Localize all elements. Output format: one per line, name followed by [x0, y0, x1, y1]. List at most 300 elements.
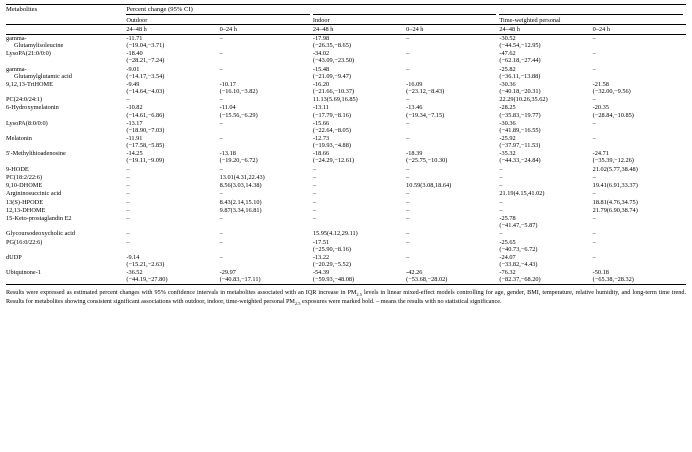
value-cell: [220, 104, 313, 119]
confidence-interval: (−19.04,−3.71): [126, 42, 165, 50]
value-cell: [313, 238, 406, 253]
confidence-interval: (−17.79,−8.16): [312, 111, 351, 119]
estimate-value: -16.20: [312, 80, 330, 88]
metabolite-name: [6, 34, 126, 50]
value-cell: [406, 65, 499, 80]
no-significance-dash: –: [219, 165, 223, 173]
value-cell: [593, 190, 686, 198]
no-significance-dash: –: [126, 206, 130, 214]
no-significance-dash: –: [312, 182, 317, 190]
no-significance-dash: –: [592, 65, 596, 73]
value-cell: [406, 198, 499, 206]
estimate-value: -11.91: [126, 135, 143, 143]
value-cell: [220, 150, 313, 165]
metabolite-name: PG(16:0/22:6): [6, 238, 43, 246]
estimate-value: -11.04: [219, 104, 236, 112]
confidence-interval: (−28.84,−10.85): [592, 111, 634, 119]
confidence-interval: (−15.21,−2.63): [126, 260, 165, 268]
no-significance-dash: –: [499, 182, 503, 190]
value-cell: [313, 80, 406, 95]
value-cell: [499, 50, 592, 65]
value-cell: [406, 230, 499, 238]
estimate-value: -18.66: [312, 150, 330, 158]
header-percent-change: Percent change (95% CI): [126, 5, 686, 14]
estimate-value: -17.98: [312, 35, 330, 43]
value-cell: [499, 104, 592, 119]
metabolite-name: 15-Keto-prostaglandin E2: [6, 215, 72, 223]
no-significance-dash: –: [126, 96, 130, 104]
value-cell: [406, 253, 499, 268]
group-indoor-label: Indoor: [312, 16, 330, 24]
estimate-value: 15.95(4.12,29.11): [312, 230, 358, 238]
estimate-value: -10.82: [126, 104, 143, 112]
estimate-value: 21.79(6.90,38.74): [592, 206, 638, 214]
no-significance-dash: –: [126, 215, 130, 223]
metabolite-name: LysoPA(8:0/0:0): [6, 119, 48, 127]
value-cell: [220, 238, 313, 253]
metabolite-name: PC(18:2/22:6): [6, 173, 43, 181]
no-significance-dash: –: [406, 230, 410, 238]
no-significance-dash: –: [219, 190, 223, 198]
estimate-value: 19.41(6.91,33.37): [592, 182, 638, 190]
value-cell: [126, 80, 219, 95]
confidence-interval: (−43.09,−23.50): [312, 57, 355, 65]
estimate-value: -34.02: [312, 50, 330, 58]
value-cell: [499, 80, 592, 95]
value-cell: [593, 238, 686, 253]
table-row: [6, 238, 686, 253]
estimate-value: -13.22: [312, 253, 330, 261]
estimate-value: -21.58: [592, 80, 609, 88]
value-cell: [593, 214, 686, 229]
confidence-interval: (−59.93,−48.08): [312, 276, 355, 284]
no-significance-dash: –: [406, 35, 410, 43]
metabolite-name: 9-HODE: [6, 165, 29, 173]
confidence-interval: (−21.66,−10.37): [312, 88, 355, 96]
confidence-interval: (−15.56,−6.29): [219, 111, 258, 119]
confidence-interval: (−25.90,−8.16): [312, 245, 351, 253]
confidence-interval: (−44.33,−24.84): [499, 157, 541, 165]
metabolite-name: 6-Hydroxymelatonin: [6, 104, 59, 112]
value-cell: [126, 238, 219, 253]
table-row: [6, 269, 686, 285]
metabolite-name-line1: gamma-: [6, 65, 27, 73]
value-cell: [126, 104, 219, 119]
value-cell: [593, 253, 686, 268]
estimate-value: -30.36: [499, 80, 516, 88]
no-significance-dash: –: [126, 182, 130, 190]
value-cell: [313, 134, 406, 149]
no-significance-dash: –: [312, 173, 317, 181]
value-cell: [126, 181, 219, 189]
value-cell: [593, 206, 686, 214]
value-cell: [220, 173, 313, 181]
value-cell: [406, 150, 499, 165]
subheader-indoor-2448: 24–48 h: [313, 25, 406, 34]
no-significance-dash: –: [126, 165, 130, 173]
no-significance-dash: –: [312, 215, 317, 223]
group-indoor: [313, 14, 500, 25]
value-cell: [313, 214, 406, 229]
value-cell: [499, 190, 592, 198]
confidence-interval: (−40.83,−17.11): [219, 276, 261, 284]
estimate-value: -9.01: [126, 65, 140, 73]
value-cell: [499, 198, 592, 206]
value-cell: [126, 165, 219, 173]
no-significance-dash: –: [406, 190, 410, 198]
no-significance-dash: –: [219, 96, 223, 104]
value-cell: [593, 50, 686, 65]
no-significance-dash: –: [499, 206, 503, 214]
estimate-value: -16.09: [406, 80, 423, 88]
estimate-value: 21.19(4.15,41.02): [499, 190, 545, 198]
estimate-value: -13.46: [406, 104, 423, 112]
no-significance-dash: –: [592, 238, 596, 246]
value-cell: [593, 80, 686, 95]
estimate-value: 10.59(3.08,18.64): [406, 182, 452, 190]
value-cell: [126, 134, 219, 149]
estimate-value: -36.52: [126, 269, 143, 277]
no-significance-dash: –: [592, 190, 596, 198]
confidence-interval: (−20.29,−5.52): [312, 260, 351, 268]
estimate-value: -9.14: [126, 253, 140, 261]
table-row: [6, 198, 686, 206]
value-cell: [313, 65, 406, 80]
value-cell: [126, 96, 219, 104]
confidence-interval: (−35.83,−19.77): [499, 111, 541, 119]
metabolite-name-line1: gamma-: [6, 35, 27, 43]
table-row: [6, 104, 686, 119]
confidence-interval: (−28.21,−7.24): [126, 57, 165, 65]
value-cell: [593, 165, 686, 173]
value-cell: [499, 214, 592, 229]
value-cell: [313, 230, 406, 238]
metabolite-name: Ubiquinone-1: [6, 269, 126, 285]
no-significance-dash: –: [126, 173, 130, 181]
value-cell: [313, 190, 406, 198]
table-row: [6, 119, 686, 134]
no-significance-dash: –: [406, 96, 410, 104]
table-row: [6, 96, 686, 104]
table-row: [6, 214, 686, 229]
estimate-value: -24.71: [592, 150, 609, 158]
subheader-personal-2448: 24–48 h: [499, 25, 592, 34]
value-cell: [126, 269, 219, 285]
table-row: [6, 50, 686, 65]
value-cell: [499, 96, 592, 104]
value-cell: [406, 190, 499, 198]
estimate-value: -18.40: [126, 50, 143, 58]
value-cell: [406, 50, 499, 65]
value-cell: [313, 181, 406, 189]
metabolite-name-line2: Glutamylglutamic acid: [14, 72, 72, 80]
value-cell: [406, 173, 499, 181]
estimate-value: 8.56(3.03,14.38): [219, 182, 262, 190]
estimate-value: -20.35: [592, 104, 609, 112]
estimate-value: -29.97: [219, 269, 236, 277]
estimate-value: -13.17: [126, 119, 143, 127]
value-cell: [126, 65, 219, 80]
table-row: [6, 165, 686, 173]
no-significance-dash: –: [499, 230, 503, 238]
estimate-value: -42.26: [406, 269, 423, 277]
value-cell: [126, 198, 219, 206]
confidence-interval: (−21.09,−9.47): [312, 72, 351, 80]
no-significance-dash: –: [592, 230, 596, 238]
value-cell: [220, 165, 313, 173]
value-cell: [313, 119, 406, 134]
group-personal: [499, 14, 686, 25]
metabolite-name: 12,13-DHOME: [6, 206, 46, 214]
table-row: [6, 173, 686, 181]
value-cell: [499, 119, 592, 134]
estimate-value: -24.07: [499, 253, 516, 261]
value-cell: [593, 134, 686, 149]
estimate-value: -30.36: [499, 119, 516, 127]
header-metabolites: Metabolites: [6, 5, 126, 14]
value-cell: [593, 34, 686, 50]
value-cell: [126, 50, 219, 65]
value-cell: [220, 206, 313, 214]
no-significance-dash: –: [406, 173, 410, 181]
confidence-interval: (−36.11,−13.88): [499, 72, 541, 80]
confidence-interval: (−65.38,−28.32): [592, 276, 634, 284]
confidence-interval: (−23.12,−8.43): [406, 88, 445, 96]
value-cell: [406, 214, 499, 229]
value-cell: [499, 34, 592, 50]
value-cell: [406, 238, 499, 253]
table-footnote: [6, 289, 686, 307]
value-cell: [313, 206, 406, 214]
value-cell: [220, 34, 313, 50]
footnote-text: Results were expressed as estimated percent changes with 95% confidence intervals in metabolites associated with an IQR increase in $PM_{2.5}$ levels in linear mixed-effect models controlling for age, gender, BMI, temperature, relative humidity, and long-term time trend. Results for metabolites showing consistent significant associations with outdoor, indoor, time-weighted personal $PM_{2.5}$ exposures were marked bold. – means the results with no statistical significance.: [6, 288, 686, 307]
value-cell: [313, 150, 406, 165]
value-cell: [220, 50, 313, 65]
confidence-interval: (−32.00,−9.56): [592, 88, 631, 96]
value-cell: [593, 119, 686, 134]
value-cell: [220, 230, 313, 238]
value-cell: [406, 96, 499, 104]
no-significance-dash: –: [219, 50, 223, 58]
table-row: [6, 253, 686, 268]
confidence-interval: (−44.19,−27.80): [126, 276, 168, 284]
value-cell: [499, 165, 592, 173]
confidence-interval: (−14.17,−3.54): [126, 72, 165, 80]
value-cell: [313, 253, 406, 268]
confidence-interval: (−19.34,−7.15): [406, 111, 445, 119]
value-cell: [499, 253, 592, 268]
confidence-interval: (−25.75,−10.30): [406, 157, 448, 165]
no-significance-dash: –: [219, 215, 223, 223]
value-cell: [499, 269, 592, 285]
estimate-value: -18.39: [406, 150, 423, 158]
no-significance-dash: –: [592, 253, 596, 261]
confidence-interval: (−44.54,−12.95): [499, 42, 541, 50]
confidence-interval: (−26.35,−8.65): [312, 42, 351, 50]
value-cell: [406, 104, 499, 119]
estimate-value: -13.11: [312, 104, 329, 112]
value-cell: [313, 50, 406, 65]
estimate-value: -25.78: [499, 215, 516, 223]
confidence-interval: (−19.20,−6.72): [219, 157, 258, 165]
value-cell: [126, 190, 219, 198]
value-cell: [499, 134, 592, 149]
estimate-value: -30.52: [499, 35, 516, 43]
value-cell: [220, 269, 313, 285]
metabolite-name: LysoPA(21:0/0:0): [6, 50, 51, 58]
no-significance-dash: –: [592, 135, 596, 143]
no-significance-dash: –: [592, 119, 596, 127]
value-cell: [406, 269, 499, 285]
value-cell: [313, 269, 406, 285]
subheader-personal-024: 0–24 h: [593, 25, 686, 34]
estimate-value: -11.71: [126, 35, 143, 43]
value-cell: [406, 165, 499, 173]
table-row: [6, 230, 686, 238]
confidence-interval: (−62.18,−27.44): [499, 57, 541, 65]
estimate-value: -12.73: [312, 135, 330, 143]
value-cell: [313, 104, 406, 119]
estimate-value: -25.82: [499, 65, 516, 73]
value-cell: [593, 96, 686, 104]
subheader-outdoor-2448: 24–48 h: [126, 25, 219, 34]
value-cell: [406, 80, 499, 95]
value-cell: [220, 96, 313, 104]
estimate-value: 9.87(3.34,16.81): [219, 206, 262, 214]
value-cell: [593, 181, 686, 189]
no-significance-dash: –: [592, 96, 596, 104]
value-cell: [499, 238, 592, 253]
no-significance-dash: –: [126, 190, 130, 198]
confidence-interval: (−14.61,−6.86): [126, 111, 165, 119]
value-cell: [499, 230, 592, 238]
estimate-value: -10.17: [219, 80, 236, 88]
confidence-interval: (−19.93,−4.88): [312, 142, 351, 150]
group-personal-label: Time-weighted personal: [499, 16, 561, 24]
confidence-interval: (−33.82,−4.43): [499, 260, 538, 268]
metabolite-name: Glycoursodeoxycholic acid: [6, 230, 76, 238]
table-body: [6, 5, 686, 285]
estimate-value: -47.62: [499, 50, 516, 58]
no-significance-dash: –: [592, 173, 596, 181]
estimate-value: -54.39: [312, 269, 330, 277]
metabolite-name-line2: Glutamylisoleucine: [14, 42, 64, 50]
confidence-interval: (−37.97,−11.53): [499, 142, 541, 150]
no-significance-dash: –: [406, 198, 410, 206]
table-row: [6, 190, 686, 198]
no-significance-dash: –: [219, 253, 223, 261]
no-significance-dash: –: [126, 230, 130, 238]
estimate-value: -35.32: [499, 150, 516, 158]
confidence-interval: (−53.68,−28.02): [406, 276, 448, 284]
value-cell: [406, 119, 499, 134]
value-cell: [126, 150, 219, 165]
confidence-interval: (−22.64,−8.05): [312, 126, 351, 134]
value-cell: [313, 198, 406, 206]
table-row: [6, 150, 686, 165]
estimate-value: -28.25: [499, 104, 516, 112]
table-row: [6, 65, 686, 80]
confidence-interval: (−40.18,−20.31): [499, 88, 541, 96]
value-cell: [499, 206, 592, 214]
table-row: [6, 34, 686, 50]
no-significance-dash: –: [406, 165, 410, 173]
metabolite-name: Argininosuccinic acid: [6, 190, 62, 198]
confidence-interval: (−24.29,−12.61): [312, 157, 355, 165]
group-outdoor-label: Outdoor: [126, 16, 148, 24]
table-header-sub: [6, 25, 686, 34]
value-cell: [593, 198, 686, 206]
confidence-interval: (−40.73,−6.72): [499, 245, 538, 253]
no-significance-dash: –: [312, 206, 317, 214]
no-significance-dash: –: [219, 238, 223, 246]
confidence-interval: (−16.10,−3.82): [219, 88, 258, 96]
table-row: [6, 181, 686, 189]
value-cell: [593, 65, 686, 80]
value-cell: [126, 206, 219, 214]
confidence-interval: (−17.58,−5.85): [126, 142, 165, 150]
value-cell: [313, 34, 406, 50]
value-cell: [499, 65, 592, 80]
value-cell: [406, 181, 499, 189]
estimate-value: 8.43(2.14,15.10): [219, 198, 262, 206]
no-significance-dash: –: [499, 198, 503, 206]
value-cell: [220, 253, 313, 268]
value-cell: [220, 214, 313, 229]
estimate-value: -14.25: [126, 150, 143, 158]
no-significance-dash: –: [126, 198, 130, 206]
table-header-groups: [6, 14, 686, 25]
group-outdoor: [126, 14, 313, 25]
results-table: [6, 4, 686, 285]
estimate-value: -15.66: [312, 119, 330, 127]
confidence-interval: (−41.47,−5.87): [499, 222, 538, 230]
table-row: [6, 80, 686, 95]
value-cell: [126, 173, 219, 181]
no-significance-dash: –: [592, 215, 596, 223]
value-cell: [220, 198, 313, 206]
confidence-interval: (−18.90,−7.03): [126, 126, 165, 134]
estimate-value: -25.65: [499, 238, 516, 246]
no-significance-dash: –: [406, 50, 410, 58]
value-cell: [406, 34, 499, 50]
subheader-outdoor-024: 0–24 h: [220, 25, 313, 34]
value-cell: [126, 119, 219, 134]
value-cell: [126, 214, 219, 229]
value-cell: [406, 134, 499, 149]
estimate-value: 11.13(5.69,16.85): [312, 96, 358, 104]
value-cell: [126, 230, 219, 238]
no-significance-dash: –: [406, 253, 410, 261]
value-cell: [126, 253, 219, 268]
no-significance-dash: –: [406, 119, 410, 127]
value-cell: [220, 65, 313, 80]
confidence-interval: (−14.64,−4.03): [126, 88, 165, 96]
no-significance-dash: –: [406, 135, 410, 143]
metabolite-name: PC(24:0/24:1): [6, 96, 43, 104]
metabolite-name: 5′-Methylthioadenosine: [6, 150, 66, 158]
estimate-value: -15.48: [312, 65, 330, 73]
estimate-value: -50.18: [592, 269, 609, 277]
header-spacer-2: [6, 25, 126, 34]
estimate-value: -9.49: [126, 80, 140, 88]
value-cell: [220, 181, 313, 189]
value-cell: [220, 134, 313, 149]
value-cell: [220, 119, 313, 134]
no-significance-dash: –: [592, 50, 596, 58]
confidence-interval: (−41.89,−16.55): [499, 126, 541, 134]
no-significance-dash: –: [219, 35, 223, 43]
